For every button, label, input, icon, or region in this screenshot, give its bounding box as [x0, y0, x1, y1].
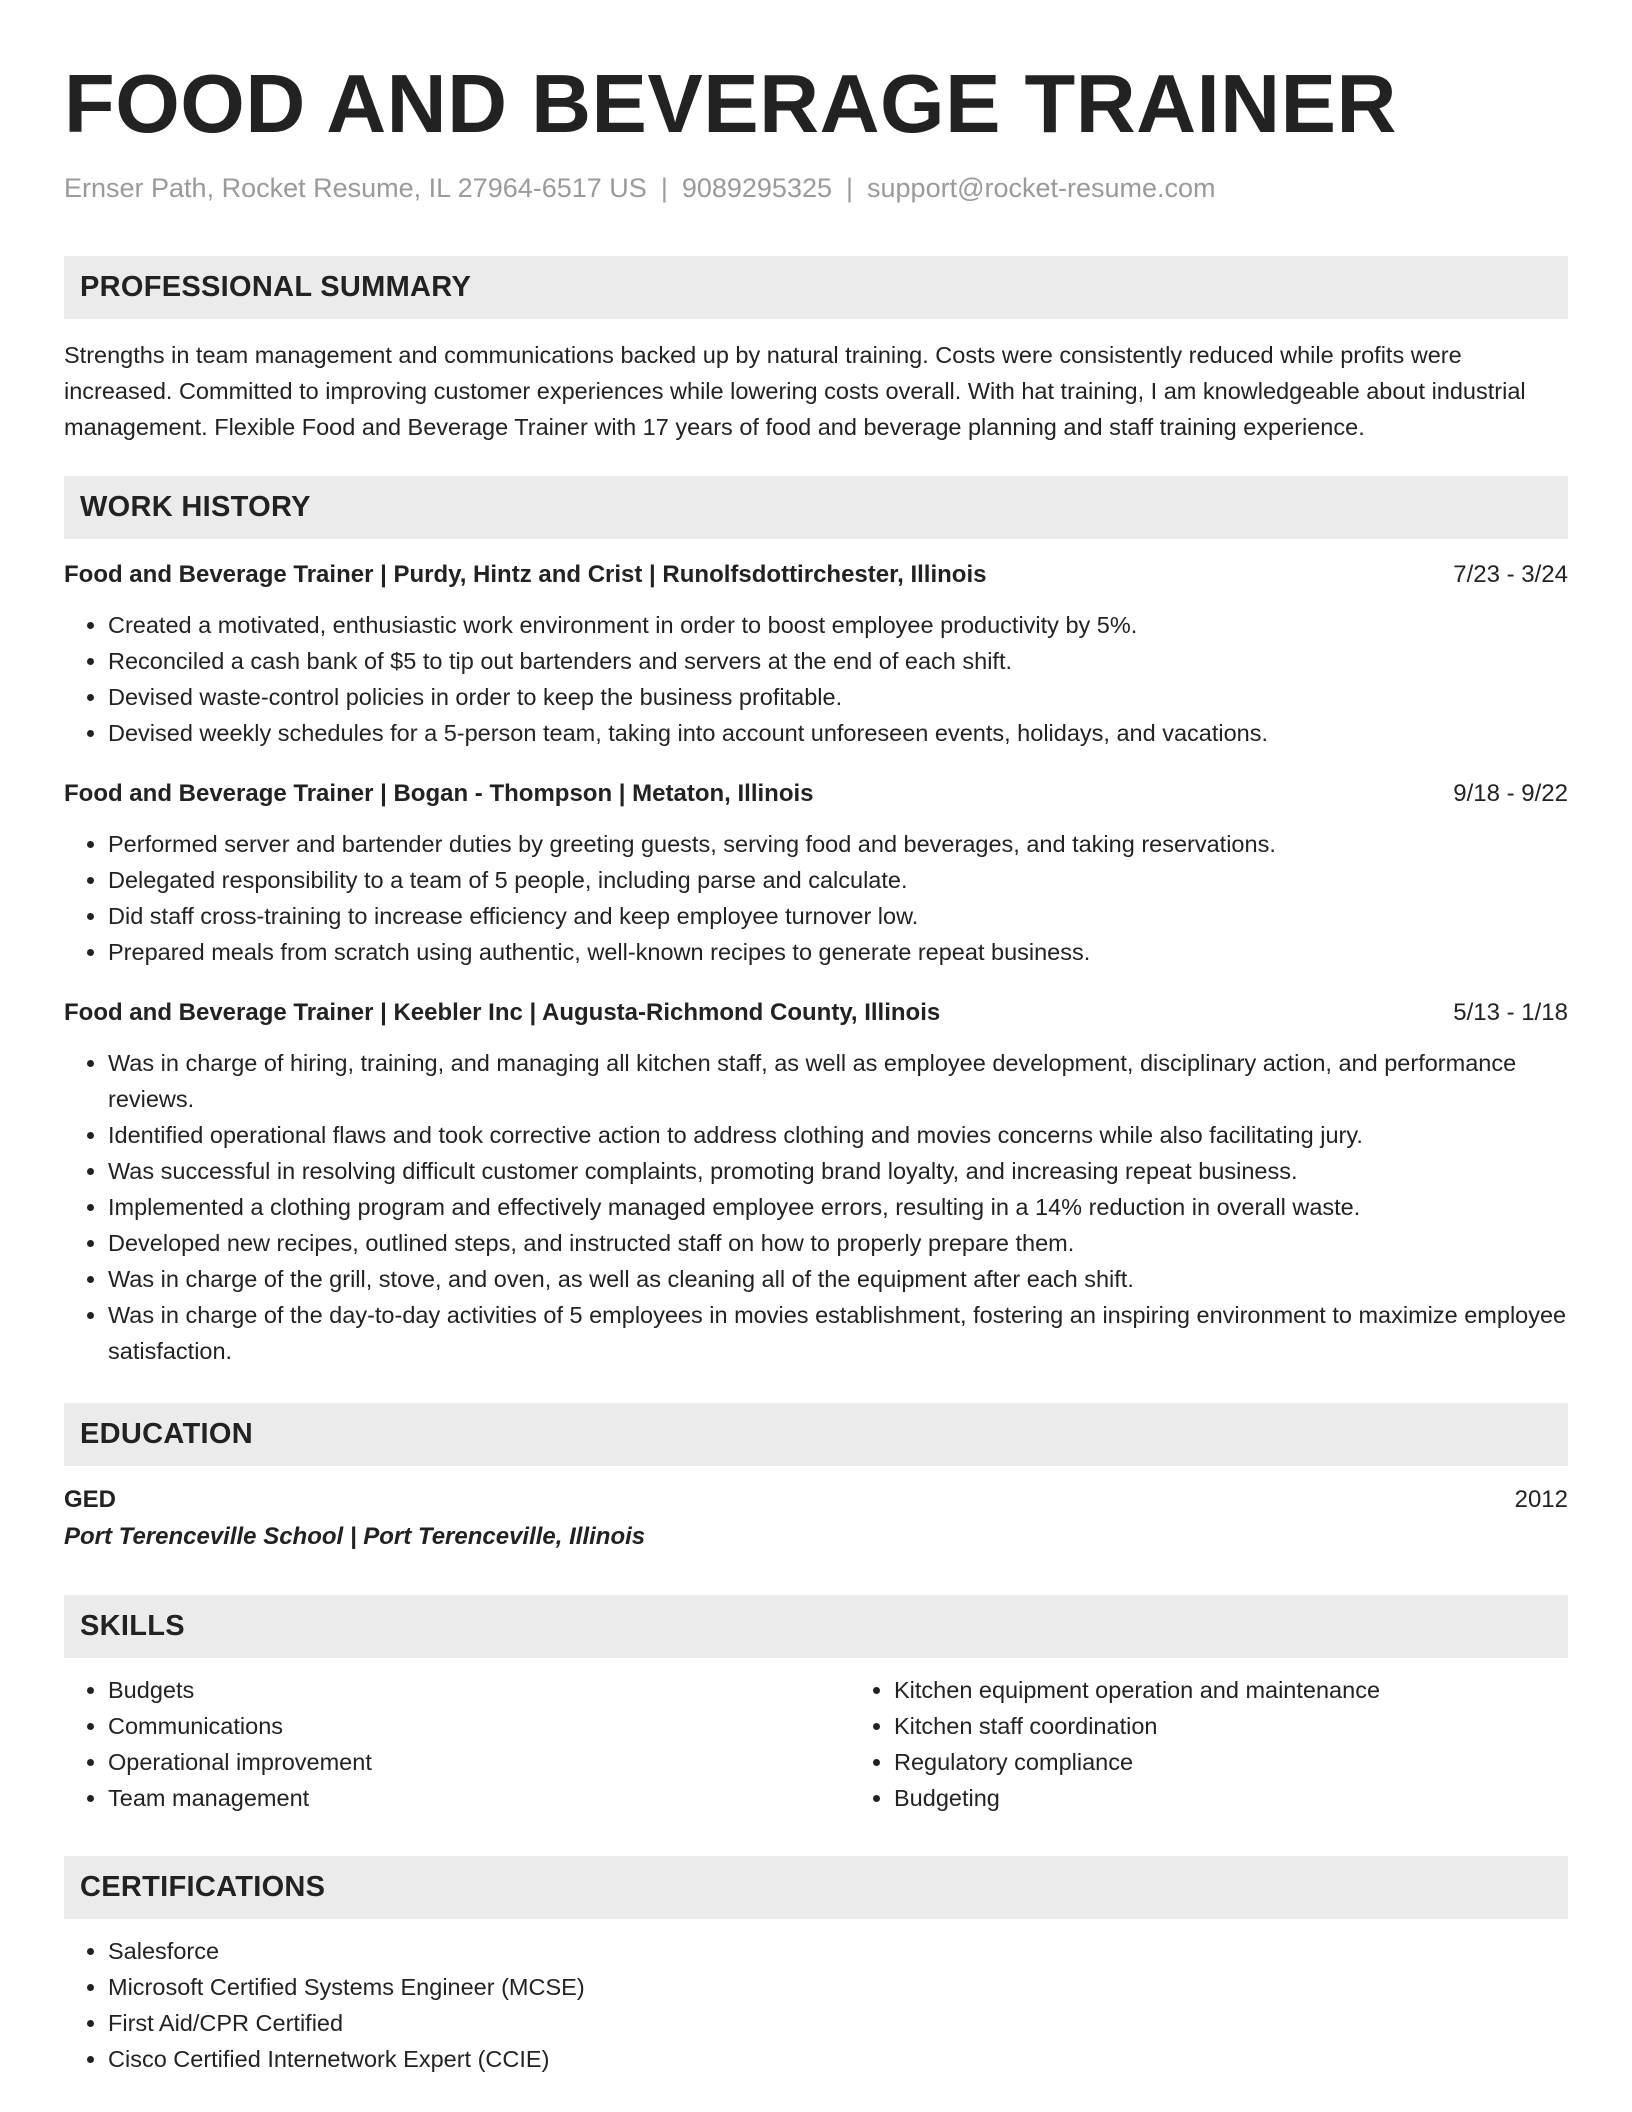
job-bullet: • Devised waste-control policies in order to keep the business profitable. — [108, 679, 1568, 715]
job-bullet: • Prepared meals from scratch using authentic, well-known recipes to generate repeat business. — [108, 934, 1568, 970]
job-bullet: • Was in charge of the day-to-day activities of 5 employees in movies establishment, fostering an inspiring environment to maximize employee satisfaction. — [108, 1297, 1568, 1369]
job-entry — [64, 776, 1568, 970]
job-bullet: • Performed server and bartender duties by greeting guests, serving food and beverages, and taking reservations. — [108, 826, 1568, 862]
job-bullet: • Did staff cross-training to increase efficiency and keep employee turnover low. — [108, 898, 1568, 934]
job-entry — [64, 995, 1568, 1369]
job-header — [64, 995, 1568, 1031]
contact-separator: | — [846, 173, 854, 203]
skills-grid — [64, 1672, 1568, 1816]
skills-column-left — [64, 1672, 850, 1816]
section-heading-work-history: WORK HISTORY — [64, 476, 1568, 539]
job-bullet: • Implemented a clothing program and effectively managed employee errors, resulting in a 14% reduction in overall waste. — [108, 1189, 1568, 1225]
skill-item: • Budgets — [108, 1672, 850, 1708]
education-year: 2012 — [1514, 1486, 1568, 1513]
skill-item: • Kitchen equipment operation and maintenance — [894, 1672, 1380, 1708]
skill-item: • Communications — [108, 1708, 850, 1744]
education-school: Port Terenceville School | Port Terenceville, Illinois — [64, 1523, 646, 1550]
contact-line — [64, 168, 1568, 208]
contact-separator: | — [660, 173, 668, 203]
job-bullet: • Was in charge of hiring, training, and managing all kitchen staff, as well as employee development, disciplinary action, and performance reviews. — [108, 1045, 1568, 1117]
skill-item: • Kitchen staff coordination — [894, 1708, 1380, 1744]
job-entry — [64, 557, 1568, 751]
summary-text: Strengths in team management and communications backed up by natural training. Costs were consistently reduced while profits were increased. Committed to improving customer experiences while lowering costs overall. With hat training, I am knowledgeable about industrial management. Flexible Food and Beverage Trainer with 17 years of food and beverage planning and staff training experience. — [64, 342, 1526, 440]
skill-item: • Team management — [108, 1780, 850, 1816]
section-heading-skills: SKILLS — [64, 1595, 1568, 1658]
job-dates: 7/23 - 3/24 — [1453, 561, 1568, 588]
job-bullets — [64, 607, 1568, 751]
contact-address: Ernser Path, Rocket Resume, IL 27964-6517 US — [64, 173, 647, 203]
job-title: Food and Beverage Trainer | Purdy, Hintz and Crist | Runolfsdottirchester, Illinois — [64, 561, 987, 588]
job-bullet: • Delegated responsibility to a team of 5 people, including parse and calculate. — [108, 862, 1568, 898]
job-title: Food and Beverage Trainer | Bogan - Thompson | Metaton, Illinois — [64, 780, 814, 807]
job-bullet: • Reconciled a cash bank of $5 to tip out bartenders and servers at the end of each shift. — [108, 643, 1568, 679]
certification-item: • Salesforce — [108, 1933, 1568, 1969]
job-bullet: • Created a motivated, enthusiastic work environment in order to boost employee productivity by 5%. — [108, 607, 1568, 643]
job-header — [64, 776, 1568, 812]
skill-item: • Budgeting — [894, 1780, 1380, 1816]
contact-phone: 9089295325 — [681, 173, 832, 203]
skill-item: • Operational improvement — [108, 1744, 850, 1780]
section-heading-education: EDUCATION — [64, 1403, 1568, 1466]
section-heading-certifications: CERTIFICATIONS — [64, 1856, 1568, 1919]
job-dates: 5/13 - 1/18 — [1453, 999, 1568, 1026]
job-bullet: • Identified operational flaws and took corrective action to address clothing and movies concerns while also facilitating jury. — [108, 1117, 1568, 1153]
section-heading-summary: PROFESSIONAL SUMMARY — [64, 256, 1568, 319]
certifications-list — [64, 1933, 1568, 2077]
job-bullet: • Was in charge of the grill, stove, and oven, as well as cleaning all of the equipment after each shift. — [108, 1261, 1568, 1297]
candidate-name: FOOD AND BEVERAGE TRAINER — [64, 57, 1397, 150]
certification-item: • Microsoft Certified Systems Engineer (MCSE) — [108, 1969, 1568, 2005]
certification-item: • Cisco Certified Internetwork Expert (CCIE) — [108, 2041, 1568, 2077]
education-degree: GED — [64, 1486, 117, 1513]
job-bullet: • Devised weekly schedules for a 5-person team, taking into account unforeseen events, holidays, and vacations. — [108, 715, 1568, 751]
job-bullets — [64, 826, 1568, 970]
skills-column-right — [850, 1672, 1380, 1816]
job-bullet: • Developed new recipes, outlined steps, and instructed staff on how to properly prepare them. — [108, 1225, 1568, 1261]
contact-email[interactable]: support@rocket-resume.com — [867, 173, 1216, 203]
job-title: Food and Beverage Trainer | Keebler Inc | Augusta-Richmond County, Illinois — [64, 999, 941, 1026]
job-header — [64, 557, 1568, 593]
job-bullet: • Was successful in resolving difficult customer complaints, promoting brand loyalty, and increasing repeat business. — [108, 1153, 1568, 1189]
job-dates: 9/18 - 9/22 — [1453, 780, 1568, 807]
skill-item: • Regulatory compliance — [894, 1744, 1380, 1780]
education-header — [64, 1482, 1568, 1518]
certification-item: • First Aid/CPR Certified — [108, 2005, 1568, 2041]
education-entry — [64, 1482, 1568, 1556]
job-bullets — [64, 1045, 1568, 1369]
